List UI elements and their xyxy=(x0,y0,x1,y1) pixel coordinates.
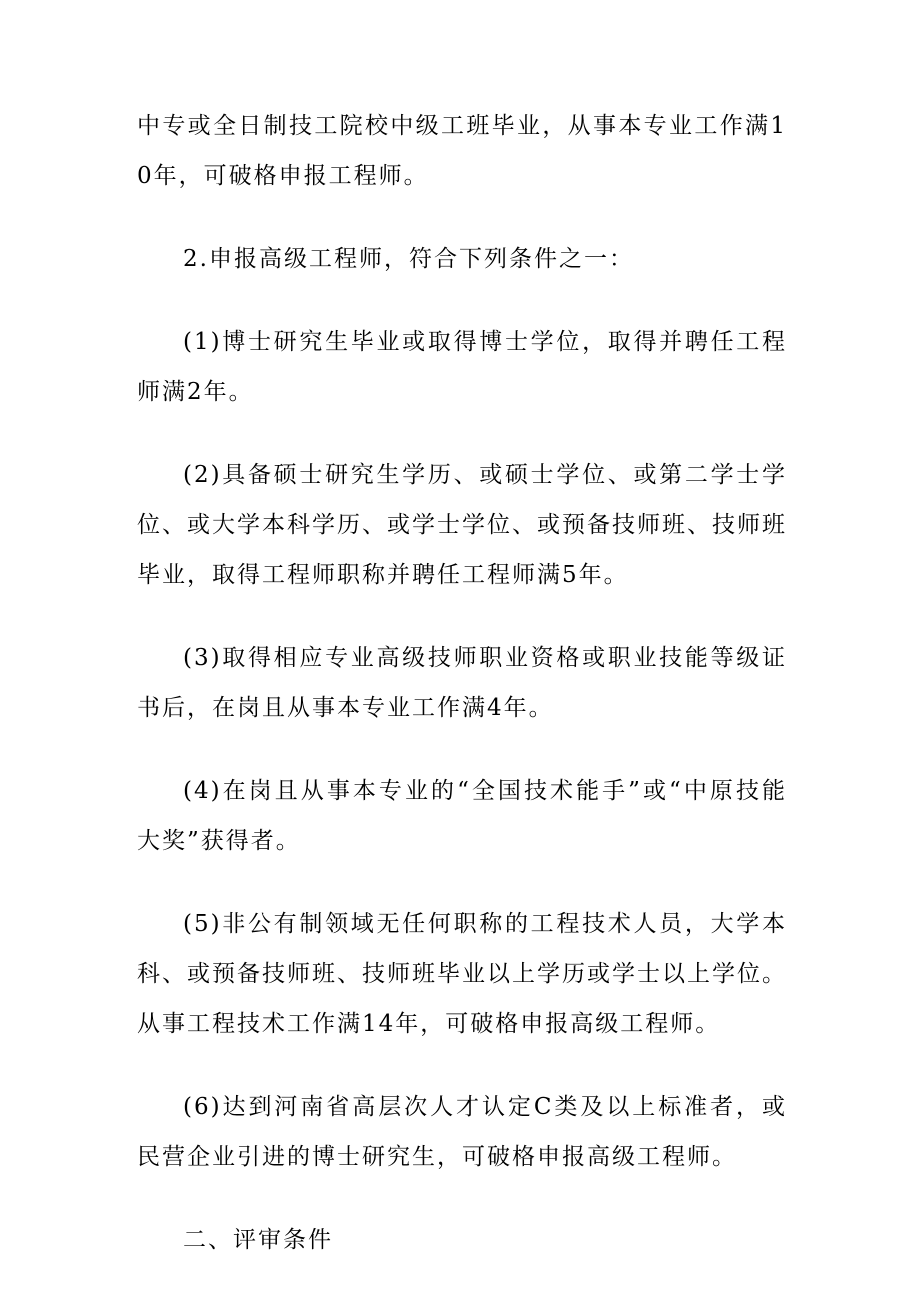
paragraph-senior-engineer-intro: 2.申报高级工程师，符合下列条件之一： xyxy=(183,246,634,272)
paragraph-condition-2: (2)具备硕士研究生学历、或硕士学位、或第二学士学位、或大学本科学历、或学士学位、或预备技师班、技师班毕业，取得工程师职称并聘任工程师满5年。 xyxy=(137,462,787,588)
document-body xyxy=(137,101,787,1298)
paragraph-continuation: 中专或全日制技工院校中级工班毕业，从事本专业工作满10年，可破格申报工程师。 xyxy=(137,113,787,189)
paragraph-condition-6: (6)达到河南省高层次人才认定C类及以上标准者，或民营企业引进的博士研究生，可破格申报高级工程师。 xyxy=(137,1094,787,1170)
paragraph-condition-5: (5)非公有制领域无任何职称的工程技术人员，大学本科、或预备技师班、技师班毕业以上学历或学士以上学位。从事工程技术工作满14年，可破格申报高级工程师。 xyxy=(137,911,787,1037)
paragraph-condition-4: (4)在岗且从事本专业的“全国技术能手”或“中原技能大奖”获得者。 xyxy=(137,778,787,854)
paragraph-condition-3: (3)取得相应专业高级技师职业资格或职业技能等级证书后，在岗且从事本专业工作满4年。 xyxy=(137,645,787,721)
section-heading: 二、评审条件 xyxy=(183,1227,333,1253)
paragraph-condition-1: (1)博士研究生毕业或取得博士学位，取得并聘任工程师满2年。 xyxy=(137,329,787,405)
